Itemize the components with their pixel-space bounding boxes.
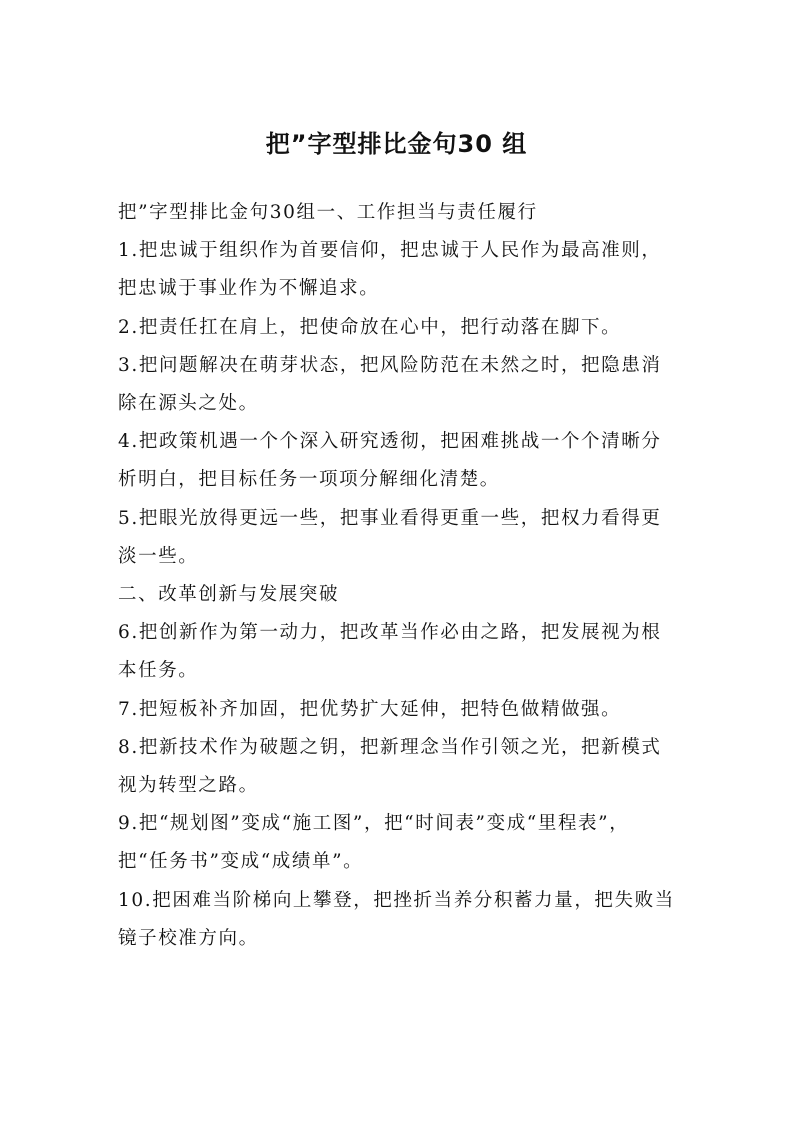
document-title: 把”字型排比金句30 组 (265, 130, 528, 158)
paragraph-item: 1.把忠诚于组织作为首要信仰，把忠诚于人民作为最高准则，把忠诚于事业作为不懈追求。 (118, 240, 662, 300)
section-heading: 把”字型排比金句30组一、工作担当与责任履行 (118, 202, 538, 223)
document-body (118, 194, 680, 958)
paragraph-item: 9.把“规划图”变成“施工图”，把“时间表”变成“里程表”，把“任务书”变成“成绩单”。 (118, 813, 630, 873)
paragraph-item: 3.把问题解决在萌芽状态，把风险防范在未然之时，把隐患消除在源头之处。 (118, 354, 662, 415)
paragraph-item: 8.把新技术作为破题之钥，把新理念当作引领之光，把新模式视为转型之路。 (118, 736, 662, 797)
paragraph-item: 10.把困难当阶梯向上攀登，把挫折当养分积蓄力量，把失败当镜子校准方向。 (118, 889, 675, 949)
paragraph-item: 6.把创新作为第一动力，把改革当作必由之路，把发展视为根本任务。 (118, 622, 662, 682)
paragraph-item: 5.把眼光放得更远一些，把事业看得更重一些，把权力看得更淡一些。 (118, 507, 662, 567)
paragraph-item: 4.把政策机遇一个个深入研究透彻，把困难挑战一个个清晰分析明白，把目标任务一项项分解细化清楚。 (118, 431, 662, 491)
paragraph-item: 7.把短板补齐加固，把优势扩大延伸，把特色做精做强。 (118, 698, 622, 720)
section-heading: 二、改革创新与发展突破 (118, 584, 340, 606)
paragraph-item: 2.把责任扛在肩上，把使命放在心中，把行动落在脚下。 (118, 316, 622, 338)
